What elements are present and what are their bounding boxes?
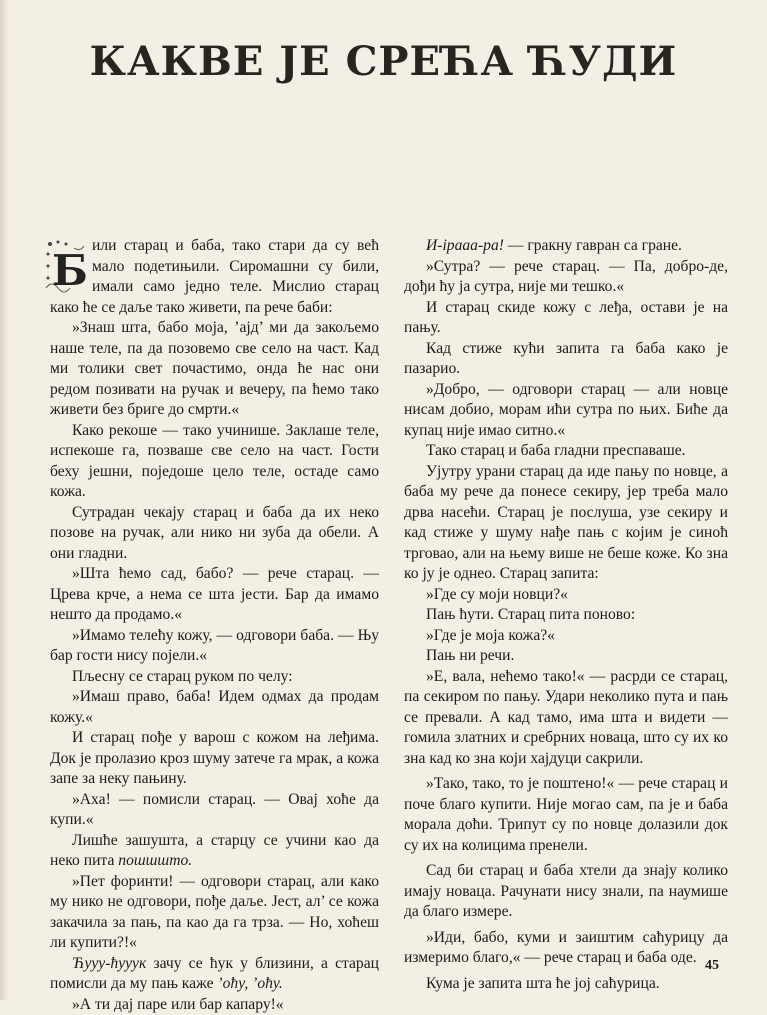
paragraph-14: »А ти дај паре или бар капару!« bbox=[50, 995, 379, 1015]
paragraph-19: »Добро, — одговори старац — али новце нисам добио, морам ићи сутра по њих. Биће да купац није имао ситно.« bbox=[404, 380, 728, 442]
paragraph-20: Тако старац и баба гладни преспаваше. bbox=[404, 441, 728, 462]
paragraph-1: Б или старац и баба, тако стари да су већ мало подетињили. Сиромашни су били, имали само једно теле. Мислио старац како ће се даље тако живети, па рече баби: bbox=[50, 236, 379, 318]
paragraph-16: »Сутра? — рече старац. — Па, добро-де, дођи ћу ја сутра, није ми тешко.« bbox=[404, 257, 728, 298]
paragraph-22: »Где су моји новци?« bbox=[404, 585, 728, 606]
italic-word: пошшшто. bbox=[118, 852, 192, 869]
paragraph-9: И старац пође у варош с кожом на леђима. Док је пролазио кроз шуму затече га мрак, а кожа запе за неку пањину. bbox=[50, 728, 379, 790]
paragraph-23: Пањ ћути. Старац пита поново: bbox=[404, 605, 728, 626]
dropcap-letter: Б bbox=[52, 250, 88, 292]
paragraph-11: Лишће зашушта, а старцу се учини као да неко пита пошшшто. bbox=[50, 831, 379, 872]
paragraph-10: »Аха! — помисли старац. — Овај хоће да купи.« bbox=[50, 790, 379, 831]
paragraph-29: »Иди, бабо, куми и заиштим саћурицу да измеримо благо,« — рече старац и баба оде. bbox=[404, 928, 728, 969]
page-binding-shadow bbox=[0, 0, 8, 1000]
ornamental-dropcap bbox=[44, 238, 88, 296]
paragraph-28: Сад би старац и баба хтели да знају колико имају новаца. Рачунати нису знали, па наумише да благо измере. bbox=[404, 861, 728, 923]
page-number: 45 bbox=[705, 958, 719, 974]
paragraph-26: »Е, вала, нећемо тако!« — расрди се старац, па секиром по пању. Удари неколико пута и пањ се превали. А кад тамо, има шта и видети — гомила златних и сребрних новаца, што су их ко зна кад ко зна који хајдуци сакрили. bbox=[404, 667, 728, 770]
paragraph-8: »Имаш право, баба! Идем одмах да продам кожу.« bbox=[50, 687, 379, 728]
paragraph-27: »Тако, тако, то је поштено!« — рече старац и поче благо купити. Није могао сам, па је и баба морала доћи. Трипут су по новце долазили док су их на колицима пренели. bbox=[404, 774, 728, 856]
paragraph-25: Пањ ни речи. bbox=[404, 646, 728, 667]
story-title: КАКВЕ ЈЕ СРЕЋА ЋУДИ bbox=[0, 38, 767, 85]
left-column bbox=[50, 236, 379, 1015]
paragraph-30: Кума је запита шта ће јој саћурица. bbox=[404, 974, 728, 995]
paragraph-13: Ћууу-ћууук зачу се ћук у близини, а старац помисли да му пањ каже ’оћу, ’оћу. bbox=[50, 954, 379, 995]
paragraph-2: »Знаш шта, бабо моја, ’ајд’ ми да закољемо наше теле, па да позовемо све село на част. Кад ми толики свет почастимо, онда ће нас они редом позивати на ручак и вечеру, па ћемо тако живети без бриге до смрти.« bbox=[50, 318, 379, 421]
owl-call: Ћууу-ћууук bbox=[72, 955, 146, 972]
right-column bbox=[404, 236, 728, 994]
stump-reply: ’оћу, ’оћу. bbox=[217, 975, 282, 992]
paragraph-3: Како рекоше — тако учинише. Заклаше теле, испекоше га, позваше све село на част. Гости беху јешни, поједоше цело теле, остаде само кожа. bbox=[50, 421, 379, 503]
paragraph-21: Ујутру урани старац да иде пању по новце, а баба му рече да понесе секиру, јер треба мало дрва насећи. Старац је послуша, узе секиру и кад стиже у шуму нађе пањ с којим је синоћ трговао, али на њему више не беше коже. Ко зна ко ју је однео. Старац запита: bbox=[404, 462, 728, 585]
paragraph-7: Пљесну се старац руком по челу: bbox=[50, 667, 379, 688]
paragraph-18: Кад стиже кући запита га баба како је пазарио. bbox=[404, 339, 728, 380]
paragraph-15: И-ірааа-ра! — гракну гавран са гране. bbox=[404, 236, 728, 257]
paragraph-4: Сутрадан чекају старац и баба да их неко позове на ручак, али нико ни зуба да обели. А они гладни. bbox=[50, 503, 379, 565]
paragraph-17: И старац скиде кожу с леђа, остави је на пању. bbox=[404, 298, 728, 339]
paragraph-12: »Пет форинти! — одговори старац, али како му нико не одговори, пође даље. Јест, ал’ се кожа закачила за пањ, па као да га трза. — Но, хоћеш ли купити?!« bbox=[50, 872, 379, 954]
paragraph-24: »Где је моја кожа?« bbox=[404, 626, 728, 647]
paragraph-5: »Шта ћемо сад, бабо? — рече старац. — Црева крче, а нема се шта јести. Бар да имамо нешто да продамо.« bbox=[50, 564, 379, 626]
raven-call: И-ірааа-ра! bbox=[426, 237, 504, 254]
paragraph-6: »Имамо телећу кожу, — одговори баба. — Њу бар гости нису појели.« bbox=[50, 626, 379, 667]
